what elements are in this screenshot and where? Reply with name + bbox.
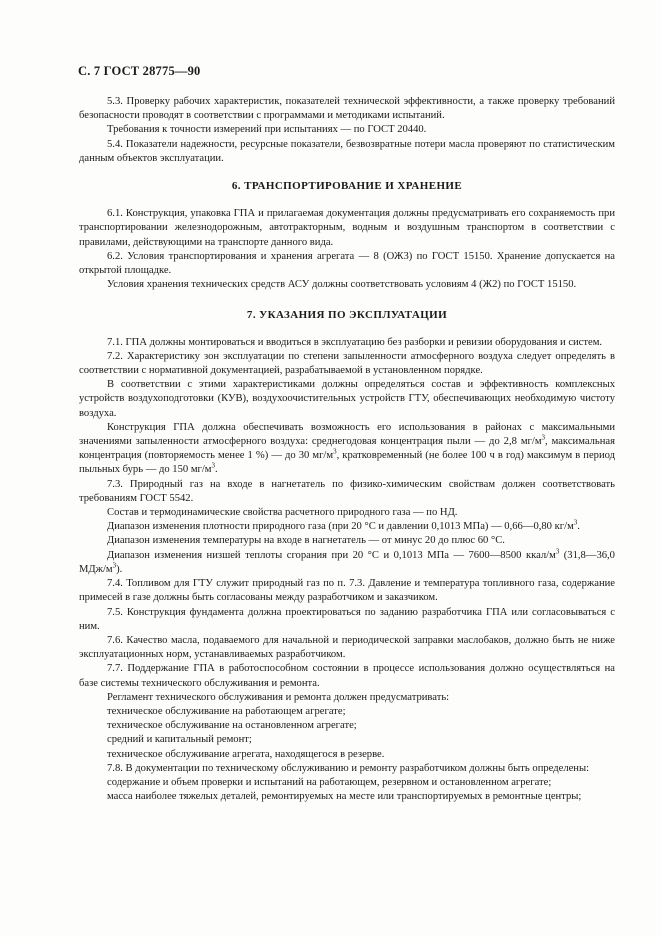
list-item: техническое обслуживание на остановленном агрегате; bbox=[107, 720, 357, 732]
superscript-3: 3 bbox=[573, 518, 578, 527]
superscript-3: 3 bbox=[112, 561, 117, 570]
section-6-title: 6. ТРАНСПОРТИРОВАНИЕ И ХРАНЕНИЕ bbox=[231, 180, 463, 193]
clause-7-2: 7.2. Характеристику зон эксплуатации по степени запыленности атмосферного воздуха следует определять в соответствии с нормативной документацией, разрабатываемой в установленном порядке. bbox=[79, 350, 615, 377]
clause-7-5: 7.5. Конструкция фундамента должна проектироваться по заданию разработчика ГПА или согласовываться с ним. bbox=[79, 606, 615, 632]
inlet-temperature-range: Диапазон изменения температуры на входе в нагнетатель — от минус 20 до плюс 60 °С. bbox=[107, 535, 505, 547]
density-text-part-1: Диапазон изменения плотности природного газа (при 20 °С и давлении 0,1013 МПа) — 0,66—0,80 кг/м bbox=[107, 521, 574, 533]
dust-text-part-1: Конструкция ГПА должна обеспечивать возможность его использования в районах с максимальными значениями запыленности атмосферного воздуха: среднегодовая концентрация пыли — до 2,8 мг/м bbox=[79, 421, 615, 448]
dust-concentration-paragraph bbox=[79, 421, 615, 478]
clause-7-4: 7.4. Топливом для ГТУ служит природный газ по п. 7.3. Давление и температура топливного газа, содержание примесей в газе должны быть согласованы между разработчиком и заказчиком. bbox=[79, 578, 615, 604]
clause-5-3: 5.3. Проверку рабочих характеристик, показателей технической эффективности, а также проверку требований безопасности проводят в соответствии с программами и методиками испытаний. bbox=[79, 96, 615, 122]
kuv-paragraph: В соответствии с этими характеристиками должны определяться состав и эффективность комплексных устройств воздухоподготовки (КУВ), воздухоочистительных устройств ГТУ, обеспечивающих необходимую чистоту воздуха. bbox=[79, 379, 615, 419]
clause-7-7: 7.7. Поддержание ГПА в работоспособном состоянии в процессе использования должно осуществляться на базе системы технического обслуживания и ремонта. bbox=[79, 663, 615, 689]
superscript-3: 3 bbox=[211, 461, 216, 470]
superscript-3: 3 bbox=[333, 447, 337, 456]
heat-value-range bbox=[79, 549, 615, 577]
list-item: техническое обслуживание агрегата, находящегося в резерве. bbox=[107, 748, 385, 760]
heat-text-part-3: ). bbox=[116, 563, 123, 575]
clause-6-2: 6.2. Условия транспортирования и хранения агрегата — 8 (ОЖ3) по ГОСТ 15150. Хранение допускается на открытой площадке. bbox=[79, 250, 615, 277]
clause-5-4: 5.4. Показатели надежности, ресурсные показатели, безвозвратные потери масла проверяют по статистическим данным объектов эксплуатации. bbox=[79, 138, 615, 164]
gas-density-range bbox=[79, 520, 615, 534]
page-content bbox=[79, 95, 615, 804]
maintenance-regulation: Регламент технического обслуживания и ремонта должен предусматривать: bbox=[107, 691, 450, 703]
list-item: средний и капитальный ремонт; bbox=[107, 734, 252, 746]
clause-6-1: 6.1. Конструкция, упаковка ГПА и прилагаемая документация должны предусматривать его сохраняемость при транспортировании железнодорожным, автотракторным, водным и воздушным транспортом в соответствии с правилами, действующими на транспорте данного вида. bbox=[79, 208, 615, 248]
asu-storage-conditions: Условия хранения технических средств АСУ должны соответствовать условиям 4 (Ж2) по ГОСТ 15150. bbox=[107, 279, 577, 291]
clause-7-3: 7.3. Природный газ на входе в нагнетатель по физико-химическим свойствам должен соответствовать требованиям ГОСТ 5542. bbox=[79, 478, 615, 504]
accuracy-requirement: Требования к точности измерений при испытаниях — по ГОСТ 20440. bbox=[107, 124, 427, 136]
heavy-parts-mass: масса наиболее тяжелых деталей, ремонтируемых на месте или транспортируемых в ремонтные центры; bbox=[107, 791, 582, 803]
heat-text-part-1: Диапазон изменения низшей теплоты сгорания при 20 °С и 0,1013 МПа — 7600—8500 ккал/м bbox=[107, 549, 556, 561]
superscript-3: 3 bbox=[541, 433, 546, 442]
clause-7-8: 7.8. В документации по техническому обслуживанию и ремонту разработчиком должны быть определены: bbox=[107, 762, 590, 774]
dust-text-part-4: . bbox=[215, 464, 218, 476]
inspection-scope: содержание и объем проверки и испытаний на работающем, резервном и остановленном агрегате; bbox=[107, 776, 552, 788]
page-header: С. 7 ГОСТ 28775—90 bbox=[78, 64, 201, 78]
dust-text-part-2: , максимальная концентрация (повторяемость менее 1 %) — до 30 мг/м bbox=[79, 436, 615, 462]
clause-7-1: 7.1. ГПА должны монтироваться и вводиться в эксплуатацию без разборки и ревизии оборудования и систем. bbox=[107, 336, 603, 348]
superscript-3: 3 bbox=[555, 547, 560, 556]
dust-text-part-3: , кратковременный (не более 100 ч в год) максимум в период пыльных бурь — до 150 мг/м bbox=[79, 450, 616, 476]
list-item: техническое обслуживание на работающем агрегате; bbox=[107, 705, 346, 717]
clause-7-6: 7.6. Качество масла, подаваемого для начальной и периодической заправки маслобаков, должно быть не ниже эксплуатационных норм, устанавливаемых разработчиком. bbox=[79, 634, 615, 661]
gas-composition: Состав и термодинамические свойства расчетного природного газа — по НД. bbox=[107, 507, 458, 519]
section-7-title: 7. УКАЗАНИЯ ПО ЭКСПЛУАТАЦИИ bbox=[246, 309, 448, 322]
heat-text-part-2: (31,8—36,0 МДж/м bbox=[79, 549, 615, 575]
density-text-part-2: . bbox=[577, 521, 580, 533]
